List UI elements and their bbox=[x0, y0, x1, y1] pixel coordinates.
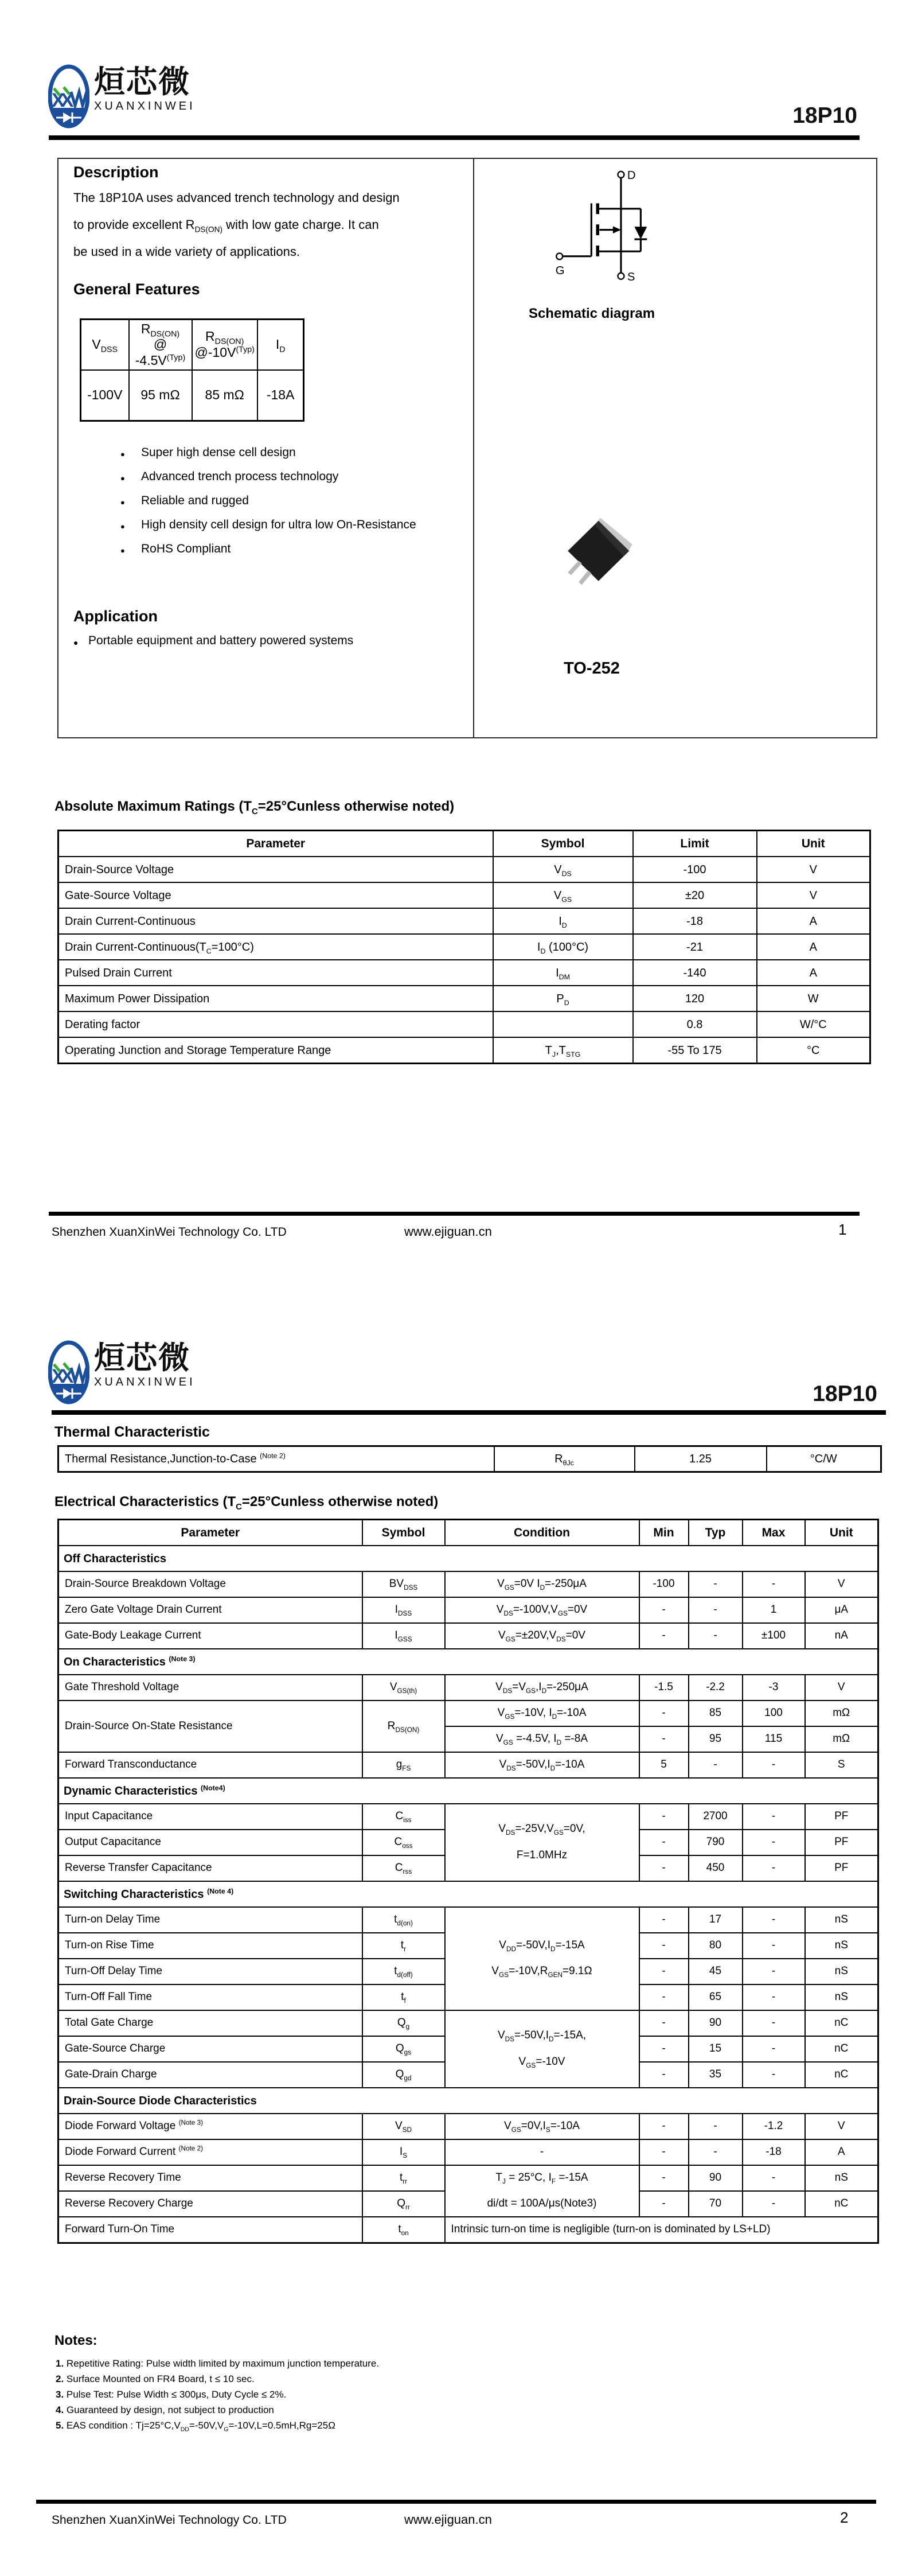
footer-company-page2: Shenzhen XuanXinWei Technology Co. LTD bbox=[52, 2513, 287, 2527]
general-features-table bbox=[80, 318, 304, 422]
table-cell: Intrinsic turn-on time is negligible (turn-on is dominated by LS+LD) bbox=[445, 2217, 878, 2243]
electrical-table bbox=[57, 1519, 879, 2244]
table-cell: - bbox=[689, 1623, 743, 1649]
table-cell: $V_{SD}$ bbox=[362, 2114, 445, 2139]
table-cell: $g_{FS}$ bbox=[362, 1752, 445, 1778]
table-cell: $I_D$ bbox=[257, 320, 304, 371]
table-cell: 1 bbox=[743, 1597, 805, 1623]
table-cell: -18 bbox=[633, 908, 757, 934]
table-cell: - bbox=[639, 2010, 689, 2036]
table-cell: °C/W bbox=[767, 1446, 881, 1472]
svg-text:D: D bbox=[627, 169, 636, 182]
table-cell: V bbox=[805, 1675, 878, 1701]
table-cell: 80 bbox=[689, 1933, 743, 1959]
table-cell: °C bbox=[757, 1037, 870, 1064]
table-cell: $V_{GS}$ bbox=[493, 882, 633, 908]
brand-logo bbox=[48, 64, 196, 129]
table-cell: Gate Threshold Voltage bbox=[58, 1675, 362, 1701]
table-cell: $V_{DS}=V_{GS},I_D=-250\mu A$ bbox=[445, 1675, 639, 1701]
table-cell: $V_{DS}=-50V,I_D=-10A$ bbox=[445, 1752, 639, 1778]
svg-text:X: X bbox=[61, 1365, 74, 1387]
table-cell: Parameter bbox=[58, 831, 493, 857]
table-cell: - bbox=[639, 1959, 689, 1984]
table-cell: - bbox=[639, 1907, 689, 1933]
table-cell: ±20 bbox=[633, 882, 757, 908]
svg-text:X: X bbox=[52, 1365, 65, 1387]
abs-max-table bbox=[57, 830, 871, 1064]
table-cell: $V_{DD}=-50V,I_D=-15A$ $V_{GS}=-10V,R_{GEN}=9.1\Omega$ bbox=[445, 1907, 639, 2010]
table-cell: -1.2 bbox=[743, 2114, 805, 2139]
table-cell: Drain Current-Continuous bbox=[58, 908, 493, 934]
table-cell: - bbox=[743, 1959, 805, 1984]
footer-company-page1: Shenzhen XuanXinWei Technology Co. LTD bbox=[52, 1225, 287, 1239]
table-cell: 85 mΩ bbox=[192, 370, 257, 421]
to252-package-photo bbox=[553, 510, 639, 596]
table-cell: Gate-Body Leakage Current bbox=[58, 1623, 362, 1649]
table-cell: $I_{GSS}$ bbox=[362, 1623, 445, 1649]
table-cell: - bbox=[743, 1933, 805, 1959]
table-cell: - bbox=[743, 1855, 805, 1881]
table-cell: - bbox=[743, 1571, 805, 1597]
table-cell: $R_{\theta Jc}$ bbox=[494, 1446, 635, 1472]
table-cell: - bbox=[639, 2114, 689, 2139]
table-cell: - bbox=[639, 1701, 689, 1726]
table-cell: $P_D$ bbox=[493, 986, 633, 1011]
footer-rule-page1 bbox=[49, 1212, 860, 1216]
content-box bbox=[57, 158, 877, 738]
part-number-page2: 18P10 bbox=[813, 1382, 877, 1406]
table-cell: nC bbox=[805, 2036, 878, 2062]
table-cell: V bbox=[805, 1571, 878, 1597]
table-cell: - bbox=[743, 1907, 805, 1933]
table-cell: $Q_{rr}$ bbox=[362, 2191, 445, 2217]
table-cell: Input Capacitance bbox=[58, 1804, 362, 1830]
content-box-divider bbox=[473, 159, 474, 737]
table-cell: - bbox=[689, 2114, 743, 2139]
table-cell: Max bbox=[743, 1520, 805, 1546]
brand-name-english: XUANXINWEI bbox=[94, 1376, 196, 1388]
table-cell: Gate-Drain Charge bbox=[58, 2062, 362, 2088]
feature-item: ● Advanced trench process technology bbox=[116, 470, 460, 483]
feature-item: ● Reliable and rugged bbox=[116, 494, 460, 507]
table-cell: Min bbox=[639, 1520, 689, 1546]
table-cell: - bbox=[639, 1597, 689, 1623]
table-cell: 790 bbox=[689, 1830, 743, 1855]
table-cell: 2700 bbox=[689, 1804, 743, 1830]
table-cell: $I_S$ bbox=[362, 2139, 445, 2165]
table-cell: - bbox=[639, 2165, 689, 2191]
brand-text bbox=[94, 1340, 196, 1389]
table-cell: - bbox=[689, 1571, 743, 1597]
table-cell: nS bbox=[805, 1907, 878, 1933]
part-number-page1: 18P10 bbox=[792, 103, 857, 128]
table-cell: Reverse Recovery Time bbox=[58, 2165, 362, 2191]
table-cell: Limit bbox=[633, 831, 757, 857]
note-item: 1. Repetitive Rating: Pulse width limited by maximum junction temperature. bbox=[56, 2358, 380, 2369]
brand-logo-icon bbox=[48, 1340, 89, 1404]
header-rule-page2 bbox=[52, 1410, 886, 1415]
table-cell: 1.25 bbox=[635, 1446, 767, 1472]
schematic-caption: Schematic diagram bbox=[528, 306, 655, 321]
table-cell: nA bbox=[805, 1623, 878, 1649]
table-cell: Thermal Resistance,Junction-to-Case $^{(Note 2)}$ bbox=[58, 1446, 494, 1472]
table-cell: -2.2 bbox=[689, 1675, 743, 1701]
table-cell: Forward Turn-On Time bbox=[58, 2217, 362, 2243]
table-cell: $V_{DS}=-100V,V_{GS}=0V$ bbox=[445, 1597, 639, 1623]
table-cell: - bbox=[639, 2139, 689, 2165]
table-cell: - bbox=[743, 2165, 805, 2191]
table-cell: - bbox=[689, 1752, 743, 1778]
table-cell: -1.5 bbox=[639, 1675, 689, 1701]
feature-item: ● Super high dense cell design bbox=[116, 446, 460, 459]
table-cell: -100 bbox=[639, 1571, 689, 1597]
table-cell: $R_{DS(ON)}$ bbox=[362, 1701, 445, 1752]
table-cell: $BV_{DSS}$ bbox=[362, 1571, 445, 1597]
table-cell: $T_J,T_{STG}$ bbox=[493, 1037, 633, 1064]
table-cell: -21 bbox=[633, 934, 757, 960]
table-cell: $V_{GS(th)}$ bbox=[362, 1675, 445, 1701]
table-cell: nC bbox=[805, 2062, 878, 2088]
table-cell: $V_{GS} =-4.5V$, $I_D =-8A$ bbox=[445, 1726, 639, 1752]
note-item: 3. Pulse Test: Pulse Width ≤ 300μs, Duty Cycle ≤ 2%. bbox=[56, 2389, 287, 2400]
table-cell: Diode Forward Current $^{(Note 2)}$ bbox=[58, 2139, 362, 2165]
table-cell: Drain Current-$Continuous(T_C=100^\circ C)$ bbox=[58, 934, 493, 960]
table-cell: V bbox=[757, 857, 870, 882]
table-cell: - bbox=[639, 1623, 689, 1649]
table-cell: -100 bbox=[633, 857, 757, 882]
table-cell: Zero Gate Voltage Drain Current bbox=[58, 1597, 362, 1623]
package-name: TO-252 bbox=[564, 659, 620, 678]
table-cell: $t_{on}$ bbox=[362, 2217, 445, 2243]
section-title-electrical: Electrical Characteristics ($T_C=25^\circ Cunless$ otherwise noted) bbox=[54, 1494, 439, 1512]
table-cell: -100V bbox=[81, 370, 129, 421]
table-cell: Reverse Recovery Charge bbox=[58, 2191, 362, 2217]
table-cell: $I_{DM}$ bbox=[493, 960, 633, 986]
table-cell: PF bbox=[805, 1804, 878, 1830]
table-cell: A bbox=[757, 934, 870, 960]
table-cell: - bbox=[445, 2139, 639, 2165]
table-cell: - bbox=[639, 1933, 689, 1959]
section-title-abs-max: Absolute Maximum Ratings ($T_C=25^\circ Cunless$ otherwise noted) bbox=[54, 799, 455, 816]
table-cell: A bbox=[757, 960, 870, 986]
svg-text:X: X bbox=[61, 90, 74, 111]
table-cell: S bbox=[805, 1752, 878, 1778]
brand-logo-page2 bbox=[48, 1340, 196, 1404]
table-cell: Typ bbox=[689, 1520, 743, 1546]
notes-list bbox=[56, 2356, 686, 2433]
table-cell: Output Capacitance bbox=[58, 1830, 362, 1855]
table-cell: Turn-on Delay Time bbox=[58, 1907, 362, 1933]
table-cell: nC bbox=[805, 2191, 878, 2217]
footer-website-page1: www.ejiguan.cn bbox=[404, 1224, 492, 1239]
table-cell: $R_{DS(ON)}$ $@-10V^{(Typ)}$ bbox=[192, 320, 257, 371]
svg-text:S: S bbox=[627, 271, 635, 283]
table-cell: $V_{DS}$ bbox=[493, 857, 633, 882]
table-cell: 100 bbox=[743, 1701, 805, 1726]
application-list bbox=[73, 634, 440, 648]
table-cell: $I_{DSS}$ bbox=[362, 1597, 445, 1623]
table-cell: ±100 bbox=[743, 1623, 805, 1649]
table-cell: Turn-on Rise Time bbox=[58, 1933, 362, 1959]
table-cell: $V_{DSS}$ bbox=[81, 320, 129, 371]
table-cell: Symbol bbox=[493, 831, 633, 857]
table-cell: Switching Characteristics $^{(Note 4)}$ bbox=[58, 1881, 878, 1907]
table-cell: - bbox=[639, 2062, 689, 2088]
table-cell: - bbox=[689, 2139, 743, 2165]
section-title-general-features: General Features bbox=[73, 281, 200, 298]
table-cell: - bbox=[639, 2191, 689, 2217]
table-cell: mΩ bbox=[805, 1701, 878, 1726]
table-cell: $V_{GS}=0V$ $I_D=-250\mu A$ bbox=[445, 1571, 639, 1597]
table-cell: 0.8 bbox=[633, 1011, 757, 1037]
table-cell: Symbol bbox=[362, 1520, 445, 1546]
description-text: The 18P10A uses advanced trench technology and design to provide excellent $R_{DS(ON)}$ with low gate charge. It can be used in a wide variety of applications. bbox=[73, 190, 400, 259]
table-cell: 5 bbox=[639, 1752, 689, 1778]
table-cell: A bbox=[805, 2139, 878, 2165]
table-cell: $Q_{gd}$ bbox=[362, 2062, 445, 2088]
table-cell: Turn-Off Fall Time bbox=[58, 1984, 362, 2010]
table-cell: Unit bbox=[805, 1520, 878, 1546]
table-cell: 65 bbox=[689, 1984, 743, 2010]
table-cell: Forward Transconductance bbox=[58, 1752, 362, 1778]
table-cell: $I_D$ bbox=[493, 908, 633, 934]
table-cell: 95 bbox=[689, 1726, 743, 1752]
table-cell: 115 bbox=[743, 1726, 805, 1752]
section-title-notes: Notes: bbox=[54, 2333, 97, 2348]
table-cell: nS bbox=[805, 1959, 878, 1984]
table-cell: Diode Forward Voltage $^{(Note 3)}$ bbox=[58, 2114, 362, 2139]
table-cell: Gate-Source Charge bbox=[58, 2036, 362, 2062]
table-cell: - bbox=[743, 1752, 805, 1778]
svg-text:G: G bbox=[555, 264, 565, 278]
table-cell: $t_f$ bbox=[362, 1984, 445, 2010]
table-cell: W bbox=[757, 986, 870, 1011]
section-title-description: Description bbox=[73, 164, 159, 181]
thermal-table bbox=[57, 1445, 882, 1473]
table-cell: Operating Junction and Storage Temperature Range bbox=[58, 1037, 493, 1064]
table-cell: -18 bbox=[743, 2139, 805, 2165]
application-item: ● Portable equipment and battery powered systems bbox=[73, 634, 440, 648]
table-cell: 45 bbox=[689, 1959, 743, 1984]
table-cell: - bbox=[743, 2036, 805, 2062]
table-cell: - bbox=[639, 2036, 689, 2062]
table-cell: - bbox=[743, 2010, 805, 2036]
table-cell: PF bbox=[805, 1855, 878, 1881]
footer-page-number-2: 2 bbox=[840, 2509, 849, 2526]
footer-page-number-1: 1 bbox=[838, 1221, 847, 1238]
table-cell: - bbox=[639, 1726, 689, 1752]
footer-rule-page2 bbox=[36, 2500, 876, 2504]
table-cell: V bbox=[805, 2114, 878, 2139]
brand-name-english: XUANXINWEI bbox=[94, 100, 196, 112]
table-cell: Off Characteristics bbox=[58, 1546, 878, 1571]
table-cell: $V_{GS}=0V,I_S=-10A$ bbox=[445, 2114, 639, 2139]
table-cell: PF bbox=[805, 1830, 878, 1855]
table-cell: nC bbox=[805, 2010, 878, 2036]
table-cell: 450 bbox=[689, 1855, 743, 1881]
table-cell: nS bbox=[805, 2165, 878, 2191]
table-cell: Condition bbox=[445, 1520, 639, 1546]
table-cell: Dynamic Characteristics $^{(Note4)}$ bbox=[58, 1778, 878, 1804]
table-cell: Derating factor bbox=[58, 1011, 493, 1037]
table-cell: - bbox=[743, 1804, 805, 1830]
table-cell: Drain-Source Diode Characteristics bbox=[58, 2088, 878, 2114]
header-rule-page1 bbox=[49, 135, 860, 140]
table-cell: Parameter bbox=[58, 1520, 362, 1546]
table-cell: $V_{GS}=-10V$, $I_D=-10A$ bbox=[445, 1701, 639, 1726]
table-cell: A bbox=[757, 908, 870, 934]
features-bullet-list bbox=[116, 446, 460, 566]
table-cell: - bbox=[639, 1855, 689, 1881]
table-cell: $C_{oss}$ bbox=[362, 1830, 445, 1855]
table-cell: 15 bbox=[689, 2036, 743, 2062]
table-cell: 70 bbox=[689, 2191, 743, 2217]
table-cell: 120 bbox=[633, 986, 757, 1011]
table-cell: $I_D$ (100°C) bbox=[493, 934, 633, 960]
table-cell: $V_{DS}=-50V,I_D=-15A$, $V_{GS}=-10V$ bbox=[445, 2010, 639, 2088]
table-cell bbox=[493, 1011, 633, 1037]
table-cell: Reverse Transfer Capacitance bbox=[58, 1855, 362, 1881]
footer-website-page2: www.ejiguan.cn bbox=[404, 2512, 492, 2527]
brand-name-chinese: 烜芯微 bbox=[94, 1341, 190, 1375]
table-cell: nS bbox=[805, 1984, 878, 2010]
table-cell: $t_r$ bbox=[362, 1933, 445, 1959]
table-cell: Total Gate Charge bbox=[58, 2010, 362, 2036]
table-cell: Drain-Source On-State Resistance bbox=[58, 1701, 362, 1752]
table-cell: W/°C bbox=[757, 1011, 870, 1037]
brand-text bbox=[94, 64, 196, 113]
section-title-thermal: Thermal Characteristic bbox=[54, 1424, 210, 1440]
table-cell: $t_{d(on)}$ bbox=[362, 1907, 445, 1933]
table-cell: - bbox=[743, 1984, 805, 2010]
table-cell: Drain-Source Voltage bbox=[58, 857, 493, 882]
table-cell: Drain-Source Breakdown Voltage bbox=[58, 1571, 362, 1597]
brand-logo-icon bbox=[48, 64, 89, 129]
table-cell: $R_{DS(ON)}$ @ $-4.5V^{(Typ)}$ bbox=[129, 320, 192, 371]
table-cell: Maximum Power Dissipation bbox=[58, 986, 493, 1011]
brand-name-chinese: 烜芯微 bbox=[94, 65, 190, 99]
note-item: 4. Guaranteed by design, not subject to production bbox=[56, 2404, 274, 2415]
table-cell: 90 bbox=[689, 2165, 743, 2191]
table-cell: 95 mΩ bbox=[129, 370, 192, 421]
table-cell: $Q_{gs}$ bbox=[362, 2036, 445, 2062]
table-cell: -140 bbox=[633, 960, 757, 986]
table-cell: $T_J = 25^\circ C$, $I_F =-15A$ di/dt = 100A/μs(Note3) bbox=[445, 2165, 639, 2217]
table-cell: - bbox=[639, 1830, 689, 1855]
table-cell: Pulsed Drain Current bbox=[58, 960, 493, 986]
table-cell: μA bbox=[805, 1597, 878, 1623]
table-cell: $t_{rr}$ bbox=[362, 2165, 445, 2191]
table-cell: 35 bbox=[689, 2062, 743, 2088]
table-cell: - bbox=[639, 1984, 689, 2010]
table-cell: $t_{d(off)}$ bbox=[362, 1959, 445, 1984]
table-cell: -55 To 175 bbox=[633, 1037, 757, 1064]
table-cell: $C_{iss}$ bbox=[362, 1804, 445, 1830]
table-cell: $C_{rss}$ bbox=[362, 1855, 445, 1881]
table-cell: $V_{GS}=\pm 20V,V_{DS}=0V$ bbox=[445, 1623, 639, 1649]
table-cell: - bbox=[743, 2191, 805, 2217]
table-cell: Unit bbox=[757, 831, 870, 857]
table-cell: 85 bbox=[689, 1701, 743, 1726]
table-cell: - bbox=[639, 1804, 689, 1830]
section-title-application: Application bbox=[73, 608, 158, 625]
table-cell: $V_{DS}=-25V,V_{GS}=0V$, F=1.0MHz bbox=[445, 1804, 639, 1881]
table-cell: Turn-Off Delay Time bbox=[58, 1959, 362, 1984]
table-cell: - bbox=[689, 1597, 743, 1623]
table-cell: Gate-Source Voltage bbox=[58, 882, 493, 908]
table-cell: V bbox=[757, 882, 870, 908]
table-cell: 90 bbox=[689, 2010, 743, 2036]
table-cell: mΩ bbox=[805, 1726, 878, 1752]
table-cell: nS bbox=[805, 1933, 878, 1959]
note-item: 2. Surface Mounted on FR4 Board, t ≤ 10 sec. bbox=[56, 2373, 255, 2384]
table-cell: On Characteristics $^{(Note 3)}$ bbox=[58, 1649, 878, 1675]
table-cell: -3 bbox=[743, 1675, 805, 1701]
table-cell: - bbox=[743, 1830, 805, 1855]
mosfet-schematic-icon bbox=[553, 168, 656, 290]
note-item: 5. EAS condition : $Tj=25^\circ C,V_{DD}=-50V,V_G=-10V,L=0.5mH,Rg=25\Omega$ bbox=[56, 2420, 335, 2433]
table-cell: 17 bbox=[689, 1907, 743, 1933]
table-cell: $Q_g$ bbox=[362, 2010, 445, 2036]
svg-text:X: X bbox=[52, 90, 65, 111]
table-cell: -18A bbox=[257, 370, 304, 421]
table-cell: - bbox=[743, 2062, 805, 2088]
feature-item: ● High density cell design for ultra low On-Resistance bbox=[116, 518, 460, 531]
feature-item: ● RoHS Compliant bbox=[116, 542, 460, 555]
